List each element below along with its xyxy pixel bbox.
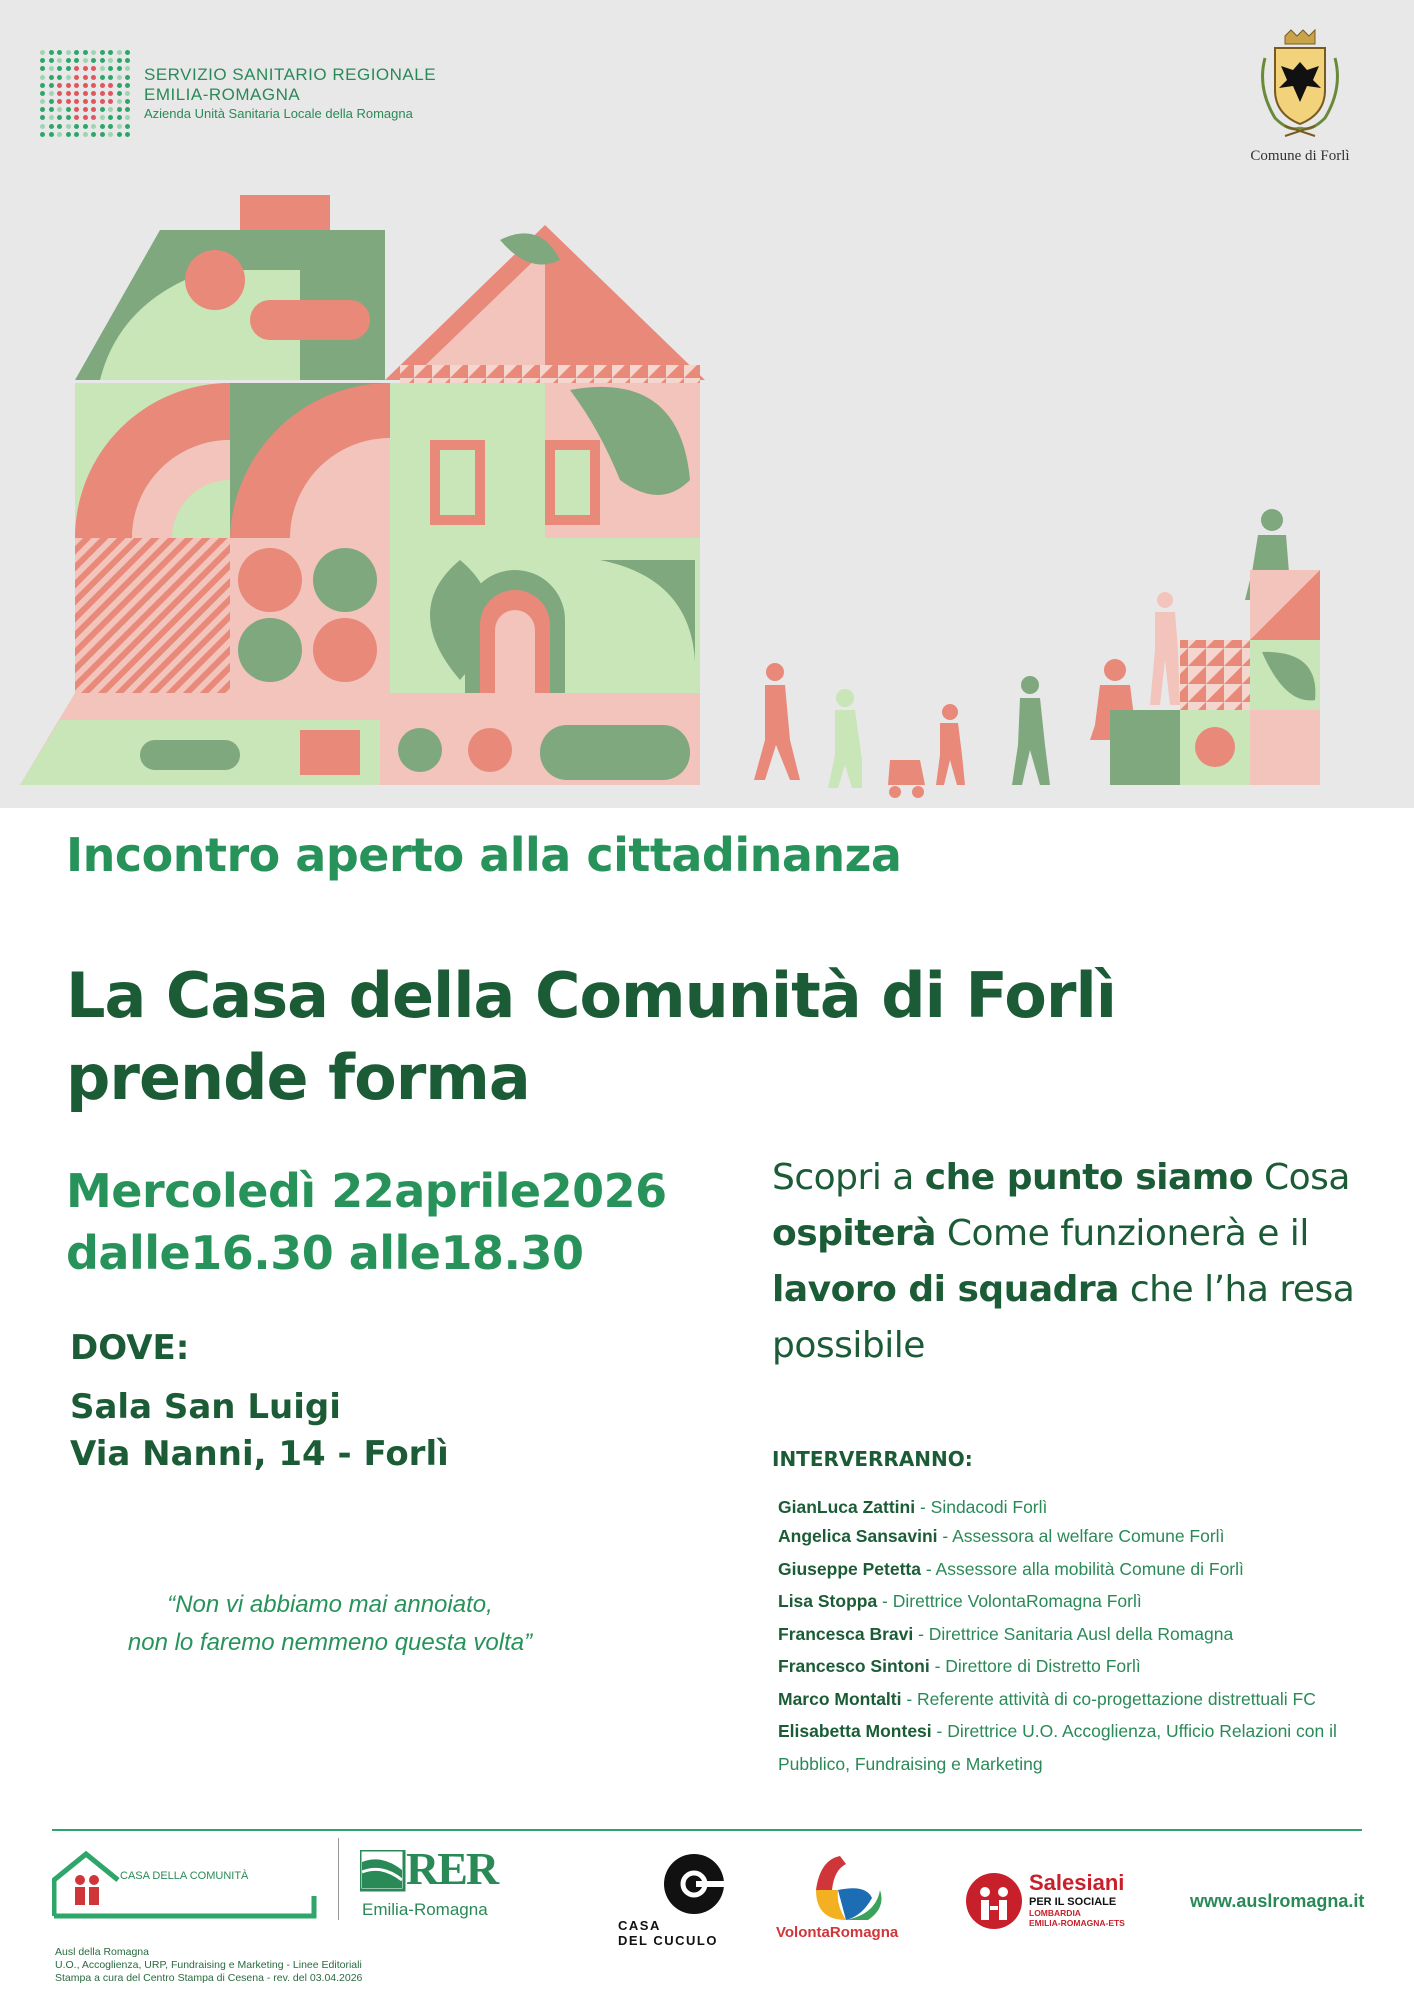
ssr-dot-grid-icon bbox=[40, 50, 132, 138]
house-community-illustration bbox=[0, 180, 1414, 808]
desc-text: Come funzionerà e il bbox=[935, 1213, 1309, 1254]
speaker-role: - Direttore di Distretto Forlì bbox=[929, 1656, 1141, 1676]
ssr-agency: Azienda Unità Sanitaria Locale della Romagna bbox=[144, 106, 413, 121]
speaker-role: - Referente attività di co-progettazione distrettuali FC bbox=[901, 1688, 1316, 1709]
speaker-role: - Direttrice U.O. Accoglienza, Ufficio Relazioni con il Pubblico, Fundraising e Marketing bbox=[778, 1721, 1337, 1774]
event-title bbox=[66, 955, 1116, 1119]
comune-logo bbox=[1225, 28, 1375, 165]
event-subtitle: Incontro aperto alla cittadinanza bbox=[66, 828, 902, 882]
hero-banner bbox=[0, 0, 1414, 808]
where-label: DOVE: bbox=[70, 1328, 190, 1368]
desc-bold: ospiterà bbox=[772, 1213, 936, 1254]
speakers-label: INTERVERRANNO: bbox=[772, 1447, 973, 1471]
salesiani-title: Salesiani bbox=[1029, 1870, 1125, 1895]
salesiani-region-2: EMILIA-ROMAGNA-ETS bbox=[1029, 1918, 1125, 1928]
rer-subtitle: Emilia-Romagna bbox=[362, 1900, 488, 1919]
speaker-name: Angelica Sansavini bbox=[778, 1526, 938, 1546]
speaker-name: GianLuca Zattini bbox=[778, 1497, 916, 1517]
coat-of-arms-icon bbox=[1255, 28, 1345, 138]
event-description bbox=[772, 1150, 1372, 1374]
desc-text: Scopri a bbox=[772, 1157, 925, 1198]
salesiani-icon bbox=[965, 1872, 1023, 1930]
volontaromagna-logo bbox=[776, 1850, 906, 1941]
speaker-item bbox=[778, 1715, 1398, 1780]
speaker-name: Marco Montalti bbox=[778, 1688, 902, 1709]
comune-name: Comune di Forlì bbox=[1250, 148, 1350, 164]
time-line: dalle16.30 alle18.30 bbox=[66, 1226, 584, 1280]
cuculo-label-1: CASA bbox=[618, 1918, 661, 1933]
speaker-name: Lisa Stoppa bbox=[778, 1591, 878, 1611]
casa-del-cuculo-logo bbox=[618, 1854, 730, 1948]
salesiani-logo bbox=[965, 1870, 1125, 1934]
speakers-list bbox=[778, 1494, 1398, 1780]
speaker-name: Francesco Sintoni bbox=[778, 1656, 930, 1676]
title-line-2: prende forma bbox=[66, 1041, 530, 1114]
cuculo-label-2: DEL CUCULO bbox=[618, 1933, 718, 1948]
casa-comunita-label: CASA DELLA COMUNITÀ bbox=[120, 1870, 249, 1882]
volonta-label: VolontaRomagna bbox=[776, 1924, 899, 1941]
salesiani-subtitle: PER IL SOCIALE bbox=[1029, 1896, 1117, 1908]
ssr-logo bbox=[40, 50, 436, 138]
logo-separator bbox=[338, 1838, 339, 1920]
place-name: Sala San Luigi bbox=[70, 1387, 341, 1427]
speaker-role: - Sindacodi Forlì bbox=[915, 1497, 1048, 1517]
rer-logo bbox=[360, 1843, 498, 1919]
speaker-role: - Assessora al welfare Comune Forlì bbox=[937, 1526, 1225, 1546]
quote-line-1: “Non vi abbiamo mai annoiato, bbox=[167, 1591, 493, 1618]
credit-line: Ausl della Romagna bbox=[55, 1946, 149, 1958]
speaker-name: Francesca Bravi bbox=[778, 1623, 914, 1644]
desc-text: Cosa bbox=[1253, 1157, 1350, 1198]
speaker-role: - Assessore alla mobilità Comune di Forlì bbox=[920, 1558, 1244, 1579]
footer-divider bbox=[52, 1829, 1362, 1831]
speaker-item bbox=[778, 1585, 1398, 1618]
salesiani-region bbox=[1029, 1908, 1125, 1928]
volonta-bird-icon bbox=[776, 1850, 906, 1922]
footer-credits bbox=[55, 1946, 362, 1985]
speaker-item bbox=[778, 1553, 1398, 1586]
speaker-name: Giuseppe Petetta bbox=[778, 1558, 921, 1579]
casa-comunita-icon bbox=[52, 1850, 322, 1920]
speaker-item bbox=[778, 1618, 1398, 1651]
cuculo-label bbox=[618, 1918, 718, 1948]
ssr-title: SERVIZIO SANITARIO REGIONALE bbox=[144, 65, 437, 84]
credit-line: Stampa a cura del Centro Stampa di Cesena - rev. del 03.04.2026 bbox=[55, 1972, 363, 1984]
ssr-region: EMILIA-ROMAGNA bbox=[144, 85, 301, 104]
speaker-item bbox=[778, 1683, 1398, 1716]
date-line: Mercoledì 22aprile2026 bbox=[66, 1164, 667, 1218]
desc-text: che l’ha resa possibile bbox=[772, 1269, 1355, 1366]
speaker-item bbox=[778, 1650, 1398, 1683]
rer-flag-icon bbox=[360, 1850, 406, 1894]
casa-comunita-logo bbox=[52, 1850, 322, 1924]
quote bbox=[80, 1586, 580, 1662]
cuculo-icon bbox=[620, 1854, 730, 1916]
speaker-role: - Direttrice VolontaRomagna Forlì bbox=[877, 1591, 1142, 1611]
event-date bbox=[66, 1160, 667, 1284]
speaker-item bbox=[778, 1494, 1398, 1520]
desc-bold: lavoro di squadra bbox=[772, 1269, 1119, 1310]
quote-line-2: non lo faremo nemmeno questa volta” bbox=[127, 1629, 533, 1656]
speaker-item bbox=[778, 1520, 1398, 1553]
salesiani-region-1: LOMBARDIA bbox=[1029, 1908, 1081, 1918]
desc-bold: che punto siamo bbox=[924, 1157, 1254, 1198]
title-line-1: La Casa della Comunità di Forlì bbox=[66, 959, 1116, 1032]
rer-title: RER bbox=[406, 1843, 498, 1894]
event-place bbox=[70, 1384, 449, 1478]
website-link[interactable]: www.auslromagna.it bbox=[1190, 1891, 1365, 1911]
credit-line: U.O., Accoglienza, URP, Fundraising e Marketing - Linee Editoriali bbox=[55, 1959, 362, 1971]
speaker-name: Elisabetta Montesi bbox=[778, 1721, 932, 1741]
speaker-role: - Direttrice Sanitaria Ausl della Romagna bbox=[913, 1623, 1234, 1644]
place-address: Via Nanni, 14 - Forlì bbox=[70, 1434, 449, 1474]
